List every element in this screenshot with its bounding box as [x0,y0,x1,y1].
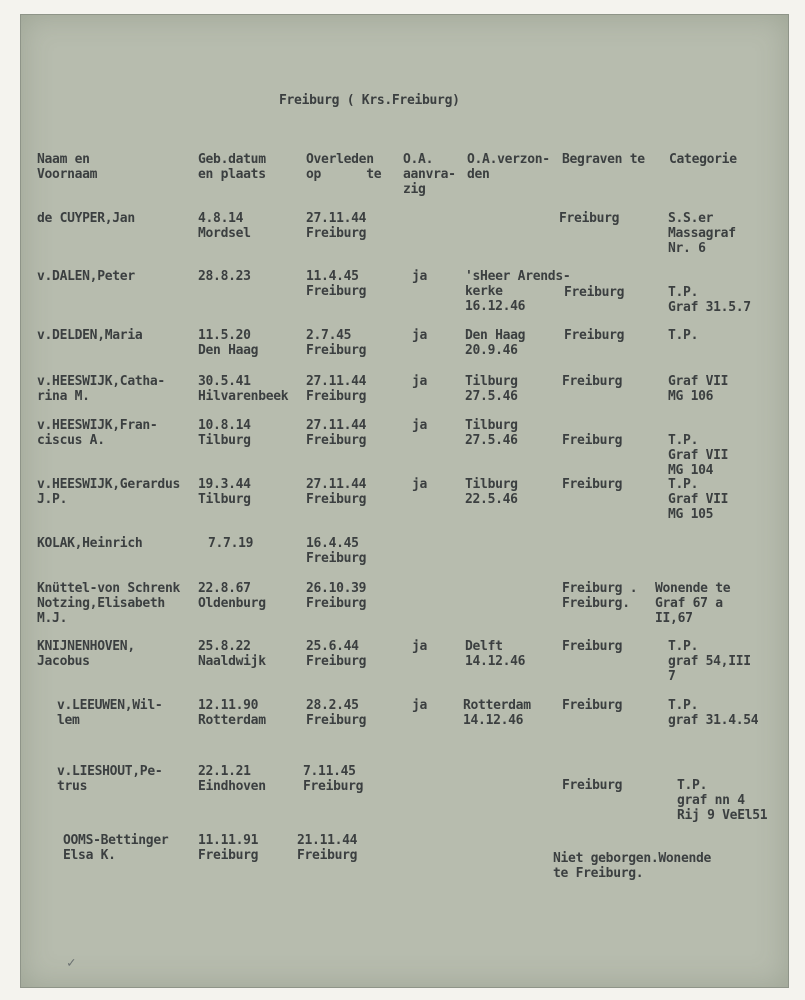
row-buried: Freiburg [562,639,623,654]
row-death: 27.11.44 Freiburg [306,211,367,241]
row-oa-sent: Rotterdam 14.12.46 [463,698,531,728]
row-death: 27.11.44 Freiburg [306,374,367,404]
row-death: 28.2.45 Freiburg [306,698,367,728]
row-category: T.P. graf 31.4.54 [668,698,759,728]
row-category: T.P. [668,328,699,343]
row-oa-request: ja [412,418,428,433]
row-birth: 11.11.91 Freiburg [198,833,259,863]
row-birth: 12.11.90 Rotterdam [198,698,266,728]
row-death: 26.10.39 Freiburg [306,581,367,611]
row-oa-sent: 'sHeer Arends- kerke 16.12.46 [465,269,571,314]
row-category: T.P. Graf VII MG 104 [668,433,729,478]
row-death: 21.11.44 Freiburg [297,833,358,863]
row-name: de CUYPER,Jan [37,211,135,226]
row-name: OOMS-Bettinger Elsa K. [63,833,169,863]
row-oa-request: ja [412,269,428,284]
row-buried: Freiburg [562,778,623,793]
row-category: T.P. Graf 31.5.7 [668,285,751,315]
row-birth: 4.8.14 Mordsel [198,211,251,241]
row-category: Graf VII MG 106 [668,374,729,404]
row-birth: 22.1.21 Eindhoven [198,764,266,794]
row-birth: 7.7.19 [208,536,254,551]
row-birth: 10.8.14 Tilburg [198,418,251,448]
row-name: v.LIESHOUT,Pe- trus [57,764,163,794]
row-buried: Freiburg [559,211,620,226]
row-birth: 22.8.67 Oldenburg [198,581,266,611]
row-buried: Freiburg [562,477,623,492]
page-title: Freiburg ( Krs.Freiburg) [279,93,460,108]
document-sheet [20,14,789,988]
row-death: 27.11.44 Freiburg [306,418,367,448]
row-category: T.P. graf 54,III 7 [668,639,751,684]
row-name: v.HEESWIJK,Fran- ciscus A. [37,418,158,448]
row-death: 11.4.45 Freiburg [306,269,367,299]
row-oa-request: ja [412,477,428,492]
row-death: 2.7.45 Freiburg [306,328,367,358]
row-buried: Freiburg . Freiburg. [562,581,638,611]
row-death: 27.11.44 Freiburg [306,477,367,507]
row-oa-sent: Tilburg 27.5.46 [465,418,518,448]
pencil-checkmark-icon: ✓ [67,955,76,971]
row-death: 7.11.45 Freiburg [303,764,364,794]
header-category: Categorie [669,152,737,167]
row-name: v.DALEN,Peter [37,269,135,284]
row-oa-sent: Den Haag 20.9.46 [465,328,526,358]
row-name: KOLAK,Heinrich [37,536,143,551]
header-birth: Geb.datum en plaats [198,152,266,182]
row-oa-request: ja [412,328,428,343]
row-oa-request: ja [412,698,428,713]
row-buried: Freiburg [564,328,625,343]
header-oa-request: O.A. aanvra- zig [403,152,456,197]
row-buried: Freiburg [562,433,623,448]
row-death: 16.4.45 Freiburg [306,536,367,566]
row-category: T.P. graf nn 4 Rij 9 VeEl51 [677,778,768,823]
row-name: Knüttel-von Schrenk Notzing,Elisabeth M.J. [37,581,181,626]
row-birth: 19.3.44 Tilburg [198,477,251,507]
row-oa-sent: Tilburg 27.5.46 [465,374,518,404]
row-name: v.LEEUWEN,Wil- lem [57,698,163,728]
header-buried: Begraven te [562,152,645,167]
row-name: KNIJNENHOVEN, Jacobus [37,639,135,669]
row-name: v.DELDEN,Maria [37,328,143,343]
row-oa-request: ja [412,639,428,654]
row-birth: 28.8.23 [198,269,251,284]
row-buried: Freiburg [562,698,623,713]
row-buried: Niet geborgen.Wonende te Freiburg. [553,851,712,881]
header-oa-sent: O.A.verzon- den [467,152,550,182]
header-death: Overleden op te [306,152,382,182]
row-category: T.P. Graf VII MG 105 [668,477,729,522]
row-birth: 25.8.22 Naaldwijk [198,639,266,669]
row-birth: 11.5.20 Den Haag [198,328,259,358]
row-name: v.HEESWIJK,Gerardus J.P. [37,477,181,507]
row-name: v.HEESWIJK,Catha- rina M. [37,374,165,404]
row-buried: Freiburg [564,285,625,300]
row-oa-request: ja [412,374,428,389]
row-buried: Freiburg [562,374,623,389]
header-name: Naam en Voornaam [37,152,98,182]
row-category: S.S.er Massagraf Nr. 6 [668,211,736,256]
row-category: Wonende te Graf 67 a II,67 [655,581,731,626]
row-death: 25.6.44 Freiburg [306,639,367,669]
row-oa-sent: Tilburg 22.5.46 [465,477,518,507]
row-oa-sent: Delft 14.12.46 [465,639,526,669]
row-birth: 30.5.41 Hilvarenbeek [198,374,289,404]
